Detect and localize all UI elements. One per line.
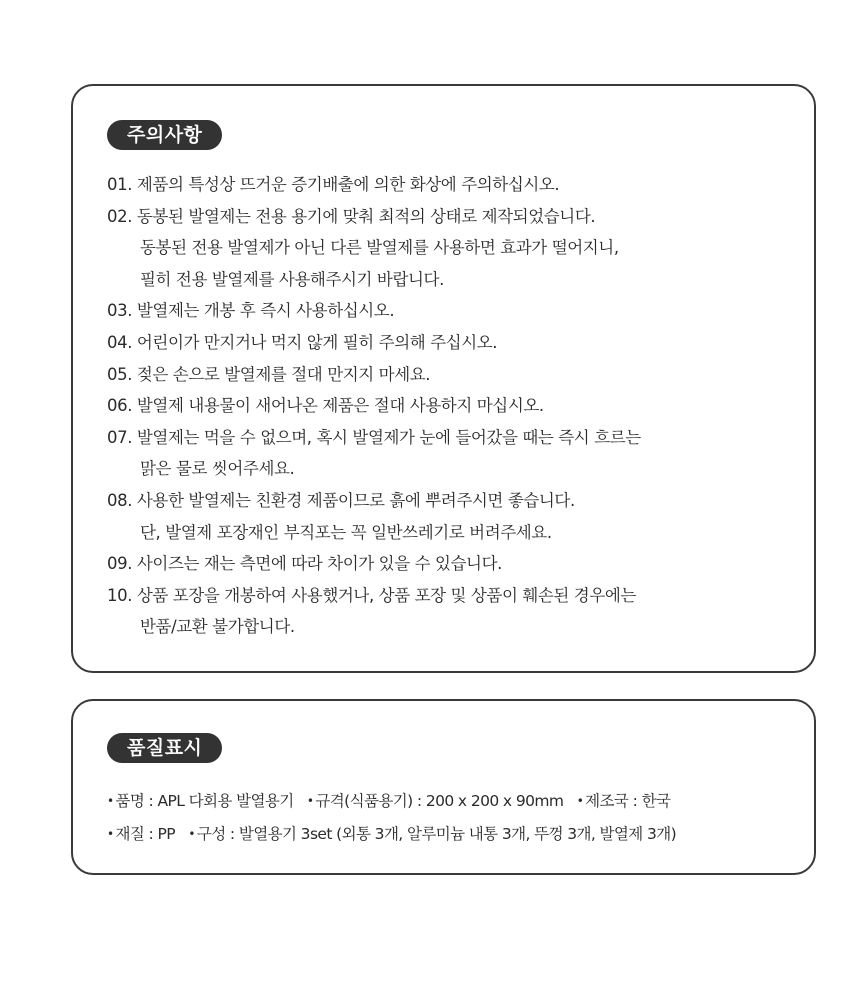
quality-panel <box>71 699 816 875</box>
spec-value: PP <box>157 825 176 843</box>
bullet-icon: • <box>188 827 195 841</box>
caution-item-02 <box>107 201 794 296</box>
bullet-icon: • <box>107 794 114 808</box>
caution-line: 05. 젖은 손으로 발열제를 절대 만지지 마세요. <box>107 364 431 384</box>
quality-spec-list <box>107 785 802 851</box>
spec-label: 규격(식품용기) <box>315 792 413 810</box>
caution-item-09 <box>107 548 794 580</box>
caution-item-03 <box>107 295 794 327</box>
caution-line-continued: 단, 발열제 포장재인 부직포는 꼭 일반쓰레기로 버려주세요. <box>140 522 552 542</box>
spec-label: 품명 <box>115 792 145 810</box>
caution-line: 10. 상품 포장을 개봉하여 사용했거나, 상품 포장 및 상품이 훼손된 경우에는 <box>107 585 636 605</box>
caution-item-08 <box>107 485 794 548</box>
cautions-list <box>107 169 794 643</box>
caution-line: 08. 사용한 발열제는 친환경 제품이므로 흙에 뿌려주시면 좋습니다. <box>107 490 575 510</box>
caution-line-continued: 동봉된 전용 발열제가 아닌 다른 발열제를 사용하면 효과가 떨어지니, <box>140 238 619 258</box>
caution-line: 04. 어린이가 만지거나 먹지 않게 필히 주의해 주십시오. <box>107 332 498 352</box>
spec-item-composition: • 구성 : 발열용기 3set (외통 3개, 알루미늄 내통 3개, 뚜껑 3개, 발열제 3개) <box>188 825 677 843</box>
caution-item-10 <box>107 580 794 643</box>
quality-row <box>107 785 802 818</box>
caution-line-continued: 반품/교환 불가합니다. <box>140 617 295 637</box>
caution-item-05 <box>107 359 794 391</box>
spec-item-dimensions: • 규격(식품용기) : 200 x 200 x 90mm <box>306 792 564 810</box>
spec-item-product-name: • 품명 : APL 다회용 발열용기 <box>107 792 294 810</box>
cautions-panel <box>71 84 816 673</box>
caution-item-01 <box>107 169 794 201</box>
quality-title-badge: 품질표시 <box>107 733 222 763</box>
caution-line: 07. 발열제는 먹을 수 없으며, 혹시 발열제가 눈에 들어갔을 때는 즉시 흐르는 <box>107 427 641 447</box>
spec-item-country: • 제조국 : 한국 <box>576 792 671 810</box>
spec-label: 재질 <box>115 825 145 843</box>
bullet-icon: • <box>576 794 584 808</box>
caution-line: 09. 사이즈는 재는 측면에 따라 차이가 있을 수 있습니다. <box>107 554 502 574</box>
bullet-icon: • <box>107 827 114 841</box>
spec-item-material: • 재질 : PP <box>107 825 176 843</box>
caution-line-continued: 필히 전용 발열제를 사용해주시기 바랍니다. <box>140 269 444 289</box>
quality-row <box>107 818 802 851</box>
caution-line: 06. 발열제 내용물이 새어나온 제품은 절대 사용하지 마십시오. <box>107 396 544 416</box>
caution-item-07 <box>107 422 794 485</box>
caution-line-continued: 맑은 물로 씻어주세요. <box>140 459 295 479</box>
caution-line: 02. 동봉된 발열제는 전용 용기에 맞춰 최적의 상태로 제작되었습니다. <box>107 206 596 226</box>
spec-label: 구성 <box>196 825 226 843</box>
caution-item-06 <box>107 390 794 422</box>
caution-line: 03. 발열제는 개봉 후 즉시 사용하십시오. <box>107 301 395 321</box>
spec-value: 200 x 200 x 90mm <box>425 792 564 810</box>
spec-value: APL 다회용 발열용기 <box>157 792 294 810</box>
caution-line: 01. 제품의 특성상 뜨거운 증기배출에 의한 화상에 주의하십시오. <box>107 175 560 194</box>
spec-value: 한국 <box>641 792 671 810</box>
caution-item-04 <box>107 327 794 359</box>
cautions-title-badge: 주의사항 <box>107 120 222 150</box>
bullet-icon: • <box>306 794 314 808</box>
spec-value: 발열용기 3set (외통 3개, 알루미늄 내통 3개, 뚜껑 3개, 발열제 3개) <box>238 825 677 843</box>
spec-label: 제조국 <box>585 792 629 810</box>
